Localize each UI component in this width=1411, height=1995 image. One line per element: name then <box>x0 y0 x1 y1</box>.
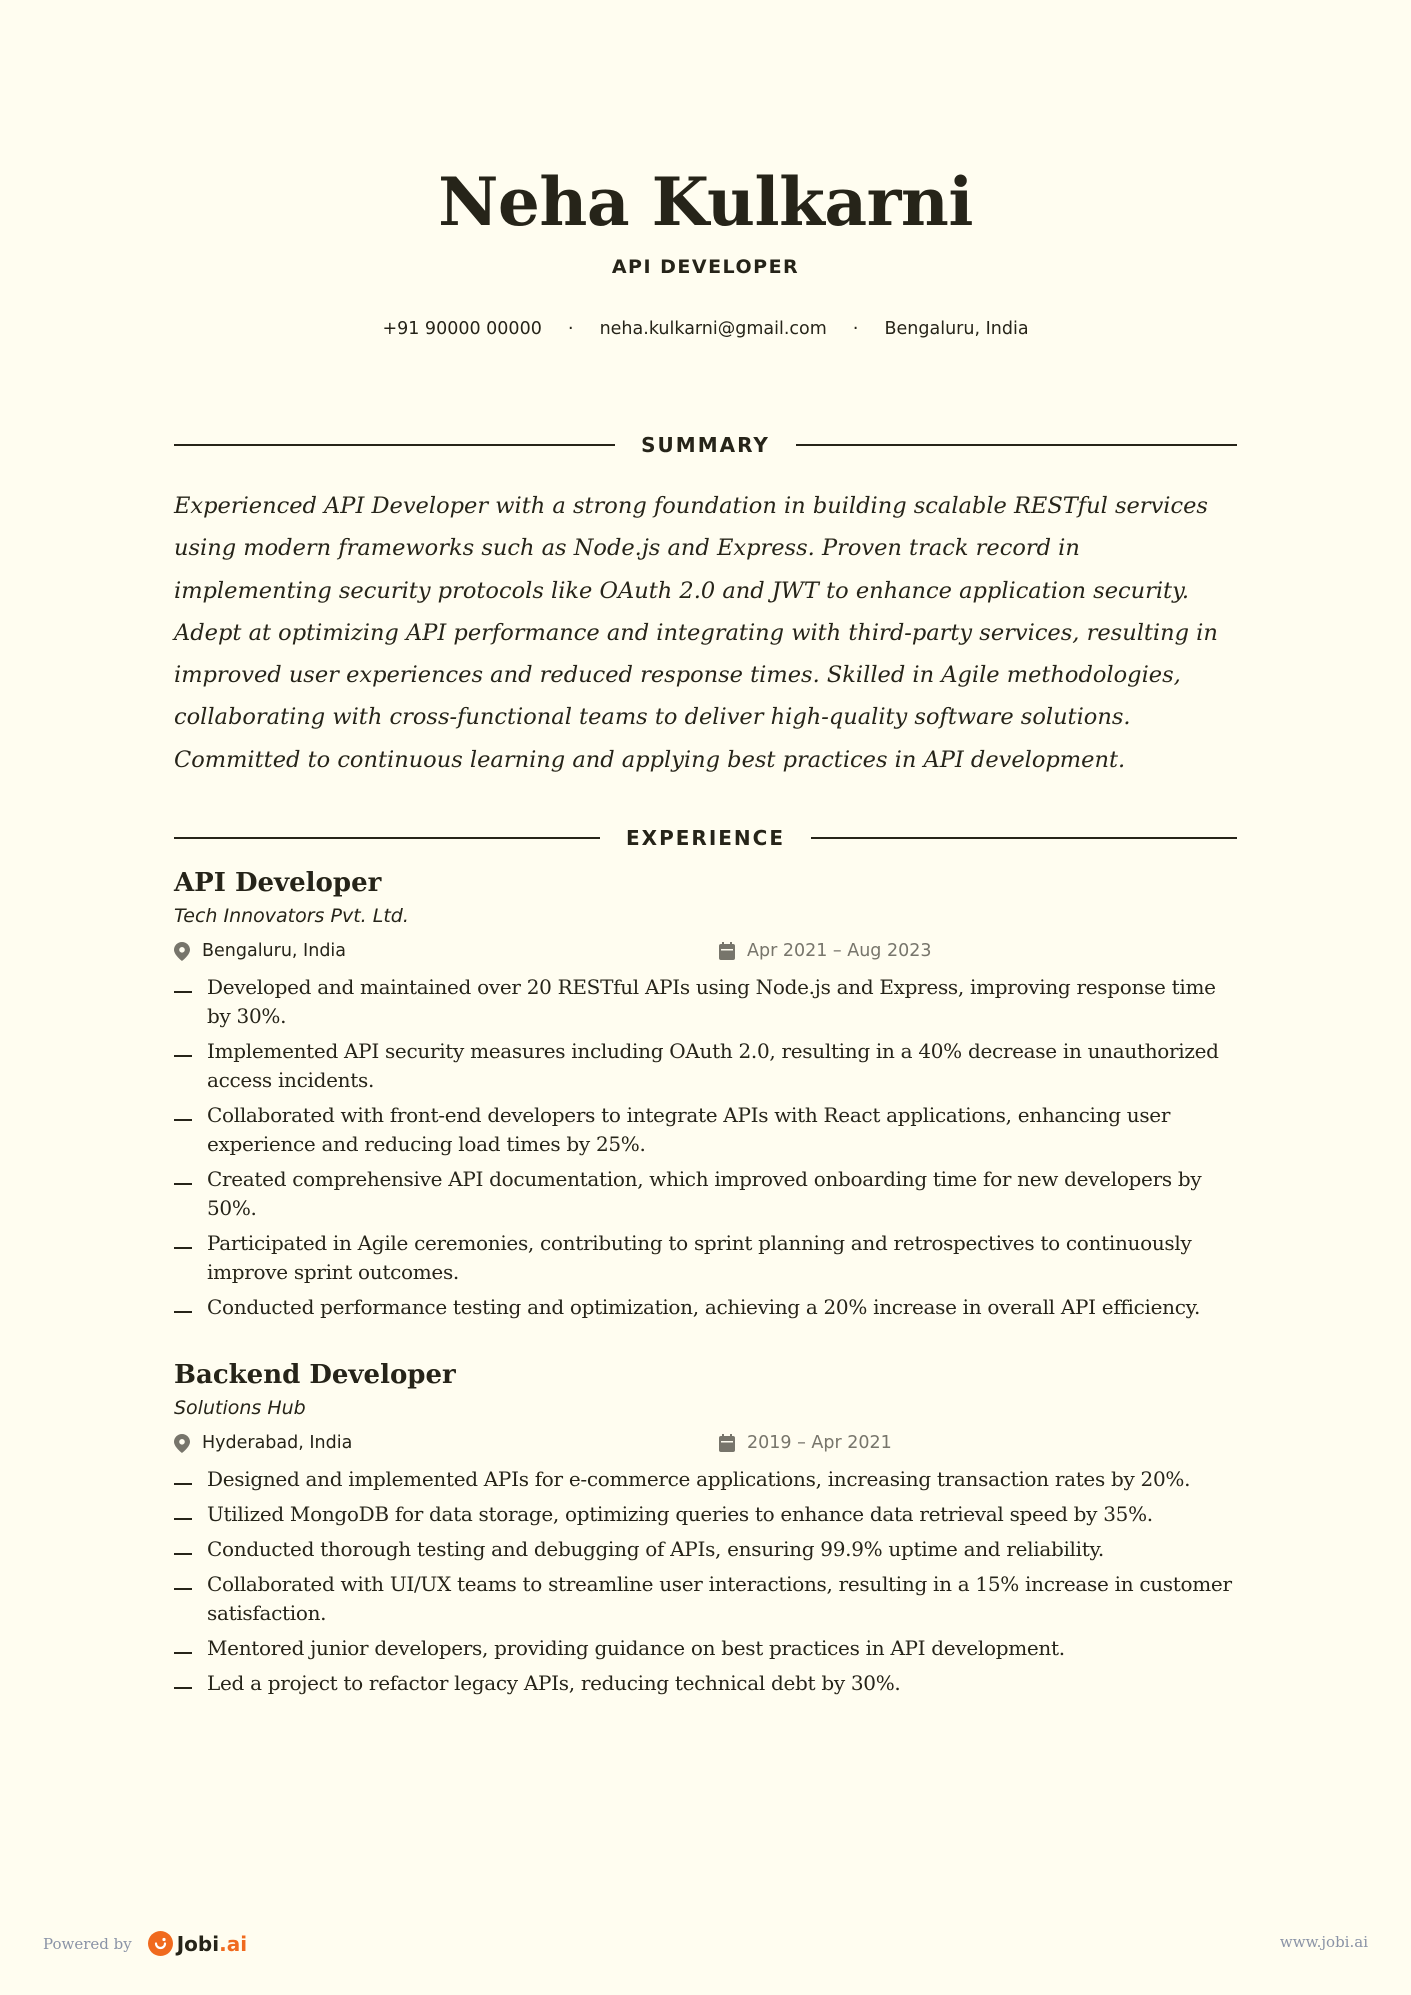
contact-location: Bengaluru, India <box>884 318 1029 339</box>
calendar-icon <box>719 942 735 960</box>
job-meta <box>174 939 1244 969</box>
divider <box>174 444 615 446</box>
bullet-text: Mentored junior developers, providing guidance on best practices in API development. <box>207 1636 1065 1660</box>
experience-heading <box>174 823 1237 853</box>
brand-name[interactable] <box>177 1932 247 1956</box>
bullet-text: Created comprehensive API documentation, which improved onboarding time for new developers by 50%. <box>207 1167 1202 1220</box>
divider <box>174 837 600 839</box>
divider <box>796 444 1237 446</box>
job-role: API DEVELOPER <box>611 256 800 278</box>
contact-line <box>0 318 1411 339</box>
jobi-logo-icon[interactable] <box>148 1931 173 1956</box>
list-item <box>174 1500 1244 1529</box>
bullet-text: Designed and implemented APIs for e-commerce applications, increasing transaction rates by 20%. <box>207 1467 1191 1491</box>
bullet-text: Conducted performance testing and optimization, achieving a 20% increase in overall API efficiency. <box>207 1295 1201 1319</box>
summary-text: Experienced API Developer with a strong foundation in building scalable RESTful services using modern frameworks such as Node.js and Express. Proven track record in implementing security protocols like OAuth 2.0 and JWT to enhance application security. Adept at optimizing API performance and integrating with third-party services, resulting in improved user experiences and reduced response times. Skilled in Agile methodologies, collaborating with cross-functional teams to deliver high-quality software solutions. Committed to continuous learning and applying best practices in API development. <box>174 493 1218 773</box>
job-location-text: Hyderabad, India <box>202 1433 353 1453</box>
bullet-text: Participated in Agile ceremonies, contributing to sprint planning and retrospectives to continuously improve sprint outcomes. <box>207 1231 1192 1284</box>
job-entry <box>174 866 1244 1328</box>
powered-by-label: Powered by <box>43 1934 132 1953</box>
calendar-icon <box>719 1434 735 1452</box>
list-item <box>174 1293 1244 1322</box>
section-label: EXPERIENCE <box>626 826 785 850</box>
bullet-text: Utilized MongoDB for data storage, optimizing queries to enhance data retrieval speed by 35%. <box>207 1502 1153 1526</box>
footer-url[interactable]: www.jobi.ai <box>1279 1933 1368 1951</box>
company-name: Tech Innovators Pvt. Ltd. <box>174 905 409 927</box>
job-bullets <box>174 1465 1244 1698</box>
job-dates <box>719 941 932 961</box>
list-item <box>174 1669 1244 1698</box>
list-item <box>174 1229 1244 1287</box>
job-dates-text: 2019 – Apr 2021 <box>747 1433 892 1453</box>
powered-by <box>43 1931 247 1956</box>
list-item <box>174 1570 1244 1628</box>
job-dates-text: Apr 2021 – Aug 2023 <box>747 941 932 961</box>
brand-suffix: .ai <box>219 1931 248 1956</box>
list-item <box>174 1634 1244 1663</box>
job-bullets <box>174 973 1244 1322</box>
list-item <box>174 1165 1244 1223</box>
brand-main: Jobi <box>176 1931 220 1956</box>
email-address[interactable]: neha.kulkarni@gmail.com <box>599 318 827 339</box>
job-title: API Developer <box>174 868 382 898</box>
separator: · <box>567 318 574 339</box>
job-meta <box>174 1431 1244 1461</box>
job-location <box>174 1433 352 1453</box>
phone-number[interactable]: +91 90000 00000 <box>382 318 542 339</box>
candidate-name: Neha Kulkarni <box>438 163 973 241</box>
divider <box>811 837 1237 839</box>
map-pin-icon <box>174 942 190 961</box>
list-item <box>174 1535 1244 1564</box>
bullet-text: Conducted thorough testing and debugging of APIs, ensuring 99.9% uptime and reliability. <box>207 1537 1104 1561</box>
list-item <box>174 1037 1244 1095</box>
bullet-text: Developed and maintained over 20 RESTful APIs using Node.js and Express, improving response time by 30%. <box>207 975 1216 1028</box>
job-entry <box>174 1358 1244 1704</box>
bullet-text: Collaborated with front-end developers to integrate APIs with React applications, enhancing user experience and reducing load times by 25%. <box>207 1103 1171 1156</box>
summary-heading <box>174 430 1237 460</box>
job-location-text: Bengaluru, India <box>202 941 347 961</box>
section-label: SUMMARY <box>641 433 770 457</box>
company-name: Solutions Hub <box>174 1397 306 1419</box>
bullet-text: Led a project to refactor legacy APIs, reducing technical debt by 30%. <box>207 1671 901 1695</box>
list-item <box>174 1465 1244 1494</box>
job-title: Backend Developer <box>174 1360 456 1390</box>
map-pin-icon <box>174 1434 190 1453</box>
job-location <box>174 941 346 961</box>
list-item <box>174 1101 1244 1159</box>
separator: · <box>852 318 859 339</box>
job-dates <box>719 1433 892 1453</box>
bullet-text: Collaborated with UI/UX teams to streamline user interactions, resulting in a 15% increase in customer satisfaction. <box>207 1572 1232 1625</box>
bullet-text: Implemented API security measures including OAuth 2.0, resulting in a 40% decrease in unauthorized access incidents. <box>207 1039 1219 1092</box>
list-item <box>174 973 1244 1031</box>
